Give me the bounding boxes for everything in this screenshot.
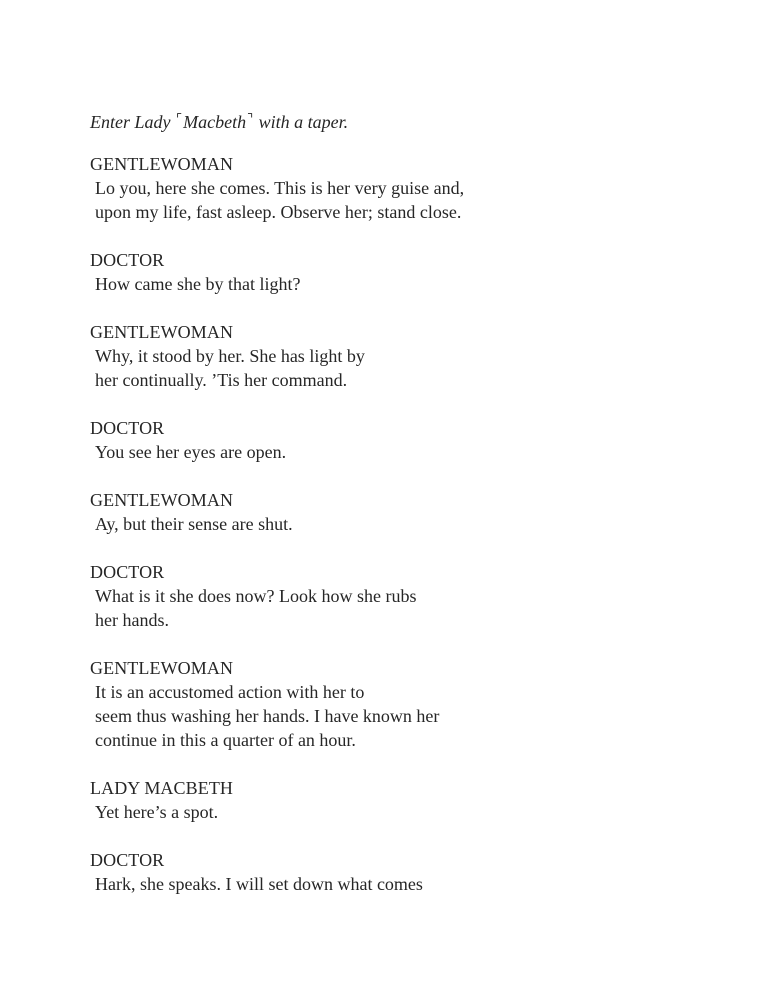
speaker-name: DOCTOR: [90, 418, 165, 438]
dialogue-line: upon my life, fast asleep. Observe her; stand close.: [95, 202, 462, 222]
stage-direction-name: Macbeth: [183, 112, 247, 132]
dialogue-line: Yet here’s a spot.: [95, 802, 219, 822]
speech-block: [90, 848, 730, 896]
speech-block: [90, 488, 730, 536]
speech-list: [90, 152, 730, 896]
speech-block: [90, 320, 730, 392]
speaker-name: LADY MACBETH: [90, 778, 234, 798]
dialogue-line: her continually. ’Tis her command.: [95, 370, 348, 390]
speaker-name: DOCTOR: [90, 850, 165, 870]
dialogue-line: Ay, but their sense are shut.: [95, 514, 293, 534]
stage-direction-after: with a taper.: [258, 112, 349, 132]
dialogue-line: It is an accustomed action with her to: [95, 682, 365, 702]
editorial-bracket-open: ⌜: [176, 111, 183, 126]
stage-direction-before: Enter Lady: [90, 112, 171, 132]
script-page: [90, 107, 730, 920]
speech-block: [90, 776, 730, 824]
speaker-name: GENTLEWOMAN: [90, 154, 234, 174]
dialogue-line: What is it she does now? Look how she rubs: [95, 586, 417, 606]
speech-block: [90, 248, 730, 296]
dialogue-line: Why, it stood by her. She has light by: [95, 346, 365, 366]
dialogue-line: Lo you, here she comes. This is her very guise and,: [95, 178, 465, 198]
speaker-name: DOCTOR: [90, 250, 165, 270]
speaker-name: DOCTOR: [90, 562, 165, 582]
speaker-name: GENTLEWOMAN: [90, 322, 234, 342]
speaker-name: GENTLEWOMAN: [90, 658, 234, 678]
dialogue-line: continue in this a quarter of an hour.: [95, 730, 356, 750]
speech-block: [90, 416, 730, 464]
dialogue-line: How came she by that light?: [95, 274, 301, 294]
dialogue-line: her hands.: [95, 610, 169, 630]
editorial-bracket-close: ⌝: [247, 111, 254, 126]
speech-block: [90, 152, 730, 224]
speech-block: [90, 560, 730, 632]
dialogue-line: You see her eyes are open.: [95, 442, 287, 462]
dialogue-line: seem thus washing her hands. I have known her: [95, 706, 440, 726]
dialogue-line: Hark, she speaks. I will set down what comes: [95, 874, 423, 894]
speech-block: [90, 656, 730, 752]
speaker-name: GENTLEWOMAN: [90, 490, 234, 510]
stage-direction: [90, 107, 730, 134]
